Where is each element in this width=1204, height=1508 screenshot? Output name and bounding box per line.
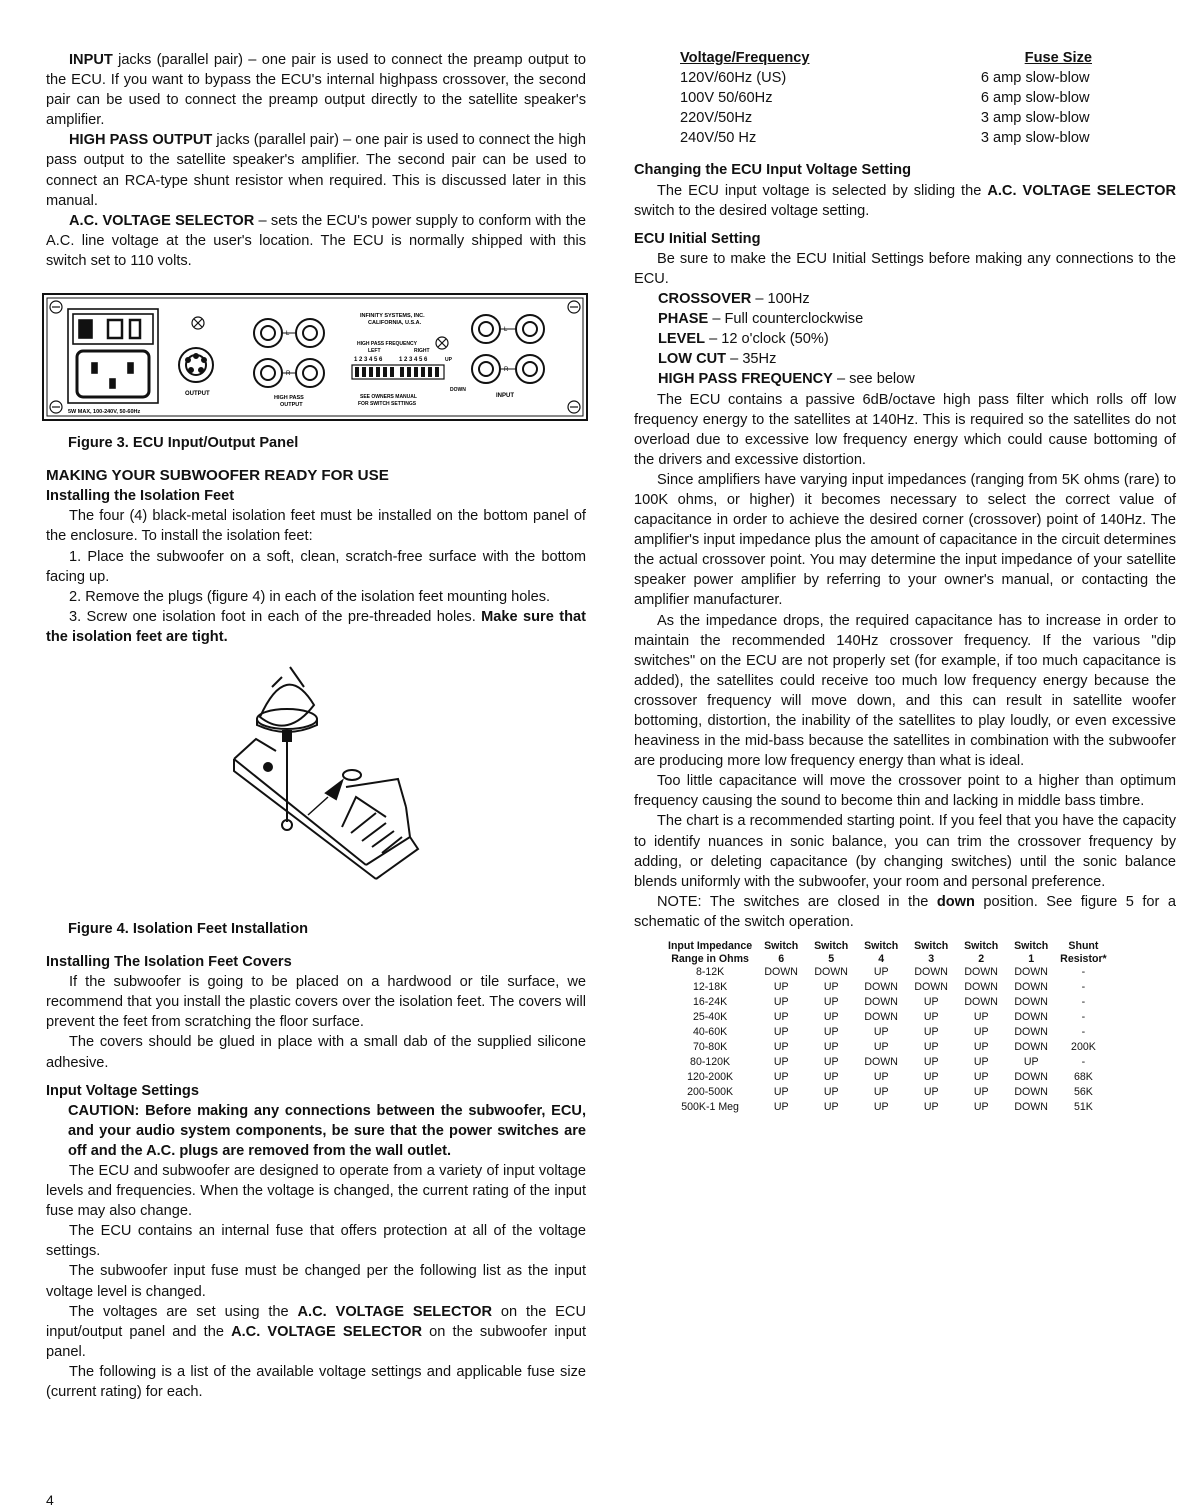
switch-cell: UP — [973, 1056, 989, 1069]
section-title: MAKING YOUR SUBWOOFER READY FOR USE — [46, 467, 389, 485]
switch-cell: UP — [973, 1071, 989, 1084]
setting-label: CROSSOVER — [658, 291, 752, 308]
sw-header: 4 — [878, 952, 885, 965]
switch-cell: DOWN — [1014, 1086, 1048, 1099]
impedance-range-cell: 40-60K — [693, 1026, 728, 1039]
sw-header: Switch — [964, 940, 999, 953]
switch-cell: UP — [773, 1086, 789, 1099]
change-a: The ECU input voltage is selected by sliding the — [657, 182, 988, 199]
switch-cell: UP — [923, 1026, 939, 1039]
fuse-voltage: 120V/60Hz (US) — [680, 70, 787, 87]
switch-cell: DOWN — [1014, 1101, 1048, 1114]
heading-isolation-feet: Installing the Isolation Feet — [46, 488, 235, 505]
voltage-paragraph-3: The subwoofer input fuse must be changed per the following list as the input voltage level is changed. — [46, 1263, 586, 1300]
table-row — [664, 1040, 1111, 1055]
covers-paragraph-2: The covers should be glued in place with a small dab of the supplied silicone adhesive. — [46, 1034, 586, 1071]
switch-cell: DOWN — [864, 996, 898, 1009]
setting-crossover — [634, 289, 1176, 309]
table-row — [664, 965, 1111, 980]
setting-value: – Full counterclockwise — [708, 311, 864, 328]
table-row — [664, 980, 1111, 995]
setting-value: – 12 o'clock (50%) — [705, 331, 829, 348]
switch-cell: UP — [923, 1056, 939, 1069]
paragraph-note — [634, 892, 1176, 932]
covers-paragraph-1: If the subwoofer is going to be placed on a hardwood or tile surface, we recommend that you install the plastic covers over the isolation feet. The covers will prevent the feet from scratching the floor surface. — [46, 974, 586, 1031]
sw-header: Switch — [764, 940, 799, 953]
switch-cell: UP — [923, 1071, 939, 1084]
rating-label: 5W MAX, 100-240V, 50-60Hz — [68, 409, 141, 416]
table-row — [634, 68, 1176, 88]
table-row — [634, 108, 1176, 128]
switch-cell: 51K — [1074, 1101, 1093, 1114]
switch-cell: UP — [773, 1041, 789, 1054]
setting-label: PHASE — [658, 311, 709, 328]
switch-cell: UP — [873, 1071, 889, 1084]
switch-cell: DOWN — [1014, 1026, 1048, 1039]
switch-cell: - — [1081, 1011, 1086, 1024]
switch-cell: UP — [823, 996, 839, 1009]
switch-cell: UP — [773, 1026, 789, 1039]
caution-text: CAUTION: Before making any connections between the subwoofer, ECU, and your audio system components, be sure that the power switches are off and the A.C. plugs are removed from the wall outlet. — [68, 1102, 586, 1159]
change-voltage-paragraph — [634, 181, 1176, 221]
sw-header: Switch — [864, 940, 899, 953]
isolation-step-1: 1. Place the subwoofer on a soft, clean, scratch-free surface with the bottom facing up. — [46, 548, 586, 585]
setting-phase — [634, 309, 1176, 329]
switch-cell: UP — [773, 981, 789, 994]
fuse-voltage: 100V 50/60Hz — [680, 90, 773, 107]
setting-value: – 35Hz — [726, 351, 777, 368]
brand-line-2: CALIFORNIA, U.S.A. — [368, 320, 422, 327]
switch-table-body — [664, 965, 1111, 1115]
switch-cell: 200K — [1071, 1041, 1096, 1054]
switch-cell: UP — [973, 1026, 989, 1039]
setting-label: LEVEL — [658, 331, 706, 348]
vp4-b: A.C. VOLTAGE SELECTOR — [297, 1303, 493, 1320]
heading-change-voltage: Changing the ECU Input Voltage Setting — [634, 162, 911, 179]
switch-cell: UP — [823, 1011, 839, 1024]
voltage-selector-text: – sets the ECU's power supply to conform with the A.C. line voltage at the user's location. The ECU is normally shipped with this switch set to 110 volts. — [46, 212, 586, 269]
switch-cell: DOWN — [1014, 966, 1048, 979]
switch-cell: DOWN — [964, 966, 998, 979]
impedance-range-cell: 500K-1 Meg — [681, 1101, 739, 1114]
figure-3-caption: Figure 3. ECU Input/Output Panel — [68, 435, 299, 452]
left-column — [46, 50, 586, 1402]
see-manual-line-1: SEE OWNERS MANUAL — [360, 394, 417, 401]
switch-cell: UP — [873, 1101, 889, 1114]
sw-header: 1 — [1028, 952, 1035, 965]
hp-left-label: L — [286, 331, 290, 338]
change-c: switch to the desired voltage setting. — [634, 202, 870, 219]
initial-paragraph: Be sure to make the ECU Initial Settings before making any connections to the ECU. — [634, 250, 1176, 287]
hp-output-label-1: HIGH PASS — [274, 395, 304, 402]
switch-cell: UP — [873, 1086, 889, 1099]
switch-cell: DOWN — [1014, 996, 1048, 1009]
vp4-e: on the subwoofer input panel. — [46, 1323, 587, 1360]
switch-cell: DOWN — [1014, 1011, 1048, 1024]
switch-cell: DOWN — [864, 1056, 898, 1069]
isolation-foot-figure — [46, 647, 586, 917]
isolation-step-3-bold: Make sure that the isolation feet are tight. — [46, 608, 586, 645]
brand-line-1: INFINITY SYSTEMS, INC. — [360, 313, 425, 320]
sw-header: Shunt — [1068, 940, 1099, 953]
voltage-selector-paragraph — [46, 211, 586, 271]
table-row — [634, 128, 1176, 148]
switch-cell: DOWN — [964, 981, 998, 994]
term-input: INPUT — [69, 52, 113, 68]
right-column — [634, 50, 1176, 1115]
switch-cell: UP — [823, 1101, 839, 1114]
table-row — [634, 88, 1176, 108]
ecu-panel-figure — [42, 293, 588, 423]
impedance-range-cell: 70-80K — [693, 1041, 728, 1054]
heading-covers: Installing The Isolation Feet Covers — [46, 954, 292, 971]
switch-cell: DOWN — [864, 1011, 898, 1024]
switch-cell: UP — [823, 1041, 839, 1054]
hpf-numbers-left: 1 2 3 4 5 6 — [354, 357, 383, 364]
impedance-range-cell: 80-120K — [690, 1056, 731, 1069]
isolation-intro: The four (4) black-metal isolation feet must be installed on the bottom panel of the enclosure. To install the isolation feet: — [46, 508, 586, 545]
switch-cell: UP — [973, 1086, 989, 1099]
term-voltage-selector: A.C. VOLTAGE SELECTOR — [69, 212, 255, 229]
switch-cell: UP — [873, 1041, 889, 1054]
sw-header: 2 — [978, 952, 985, 965]
switch-cell: UP — [923, 1011, 939, 1024]
in-right-label: R — [504, 367, 509, 374]
voltage-paragraph-5: The following is a list of the available voltage settings and applicable fuse size (current rating) for each. — [46, 1363, 586, 1401]
fuse-size: 6 amp slow-blow — [980, 70, 1090, 87]
setting-value: – 100Hz — [751, 291, 810, 308]
hpf-label: HIGH PASS FREQUENCY — [357, 341, 417, 348]
switch-cell: DOWN — [1014, 1071, 1048, 1084]
switch-cell: UP — [773, 1056, 789, 1069]
switch-cell: 56K — [1074, 1086, 1093, 1099]
switch-cell: UP — [773, 1071, 789, 1084]
switch-cell: UP — [873, 1026, 889, 1039]
input-label: INPUT — [496, 393, 514, 400]
setting-low-cut — [634, 349, 1176, 369]
switch-cell: UP — [923, 1086, 939, 1099]
fuse-size: 3 amp slow-blow — [980, 130, 1090, 147]
switch-cell: 68K — [1074, 1071, 1093, 1084]
switch-cell: DOWN — [864, 981, 898, 994]
switch-cell: DOWN — [914, 981, 948, 994]
switch-cell: UP — [773, 1011, 789, 1024]
impedance-range-cell: 120-200K — [687, 1071, 734, 1084]
switch-cell: UP — [773, 996, 789, 1009]
term-high-pass-output: HIGH PASS OUTPUT — [69, 132, 213, 149]
impedance-range-cell: 8-12K — [695, 966, 725, 979]
sw-header: Input Impedance — [668, 940, 753, 953]
table-row — [664, 1070, 1111, 1085]
vp4-d: A.C. VOLTAGE SELECTOR — [231, 1323, 423, 1340]
switch-cell: DOWN — [764, 966, 798, 979]
page-number: 4 — [46, 1492, 54, 1508]
input-jacks-paragraph — [46, 50, 586, 130]
sw-header: Resistor* — [1060, 952, 1107, 965]
switch-cell: - — [1081, 1056, 1086, 1069]
switch-cell: UP — [773, 1101, 789, 1114]
fuse-header-size: Fuse Size — [1024, 50, 1092, 66]
heading-input-voltage: Input Voltage Settings — [46, 1082, 199, 1099]
hpf-right-label: RIGHT — [414, 348, 430, 355]
note-b: down — [936, 893, 975, 910]
table-row — [664, 1025, 1111, 1040]
high-pass-output-paragraph — [46, 130, 586, 210]
fuse-voltage: 240V/50 Hz — [680, 130, 757, 147]
sw-header: 5 — [828, 952, 835, 965]
hp-output-label-2: OUTPUT — [280, 402, 303, 409]
switch-cell: UP — [823, 981, 839, 994]
vp4-a: The voltages are set using the — [69, 1303, 298, 1320]
switch-cell: DOWN — [964, 996, 998, 1009]
paragraph-capacitance: As the impedance drops, the required capacitance has to increase in order to maintain the recommended 140Hz crossover frequency. If the various "dip switches" on the ECU are not properly set (for example, if too much capacitance is added), the satellites could receive too much low frequency energy because the crossover frequency will move down, and this can result in satellite woofer bottoming, distortion, the inability of the satellites to play loudly, or even excessive heaviness in the mid-bass because the satellites in combination with the subwoofer are producing more low frequency energy than what is ideal. — [634, 612, 1176, 770]
switch-cell: DOWN — [1014, 1041, 1048, 1054]
switch-cell: UP — [823, 1056, 839, 1069]
input-jacks-text: jacks (parallel pair) – one pair is used to connect the preamp output to the ECU. If you want to bypass the ECU's internal highpass crossover, the second pair can be used to connect the preamp output directly to the satellite speaker's amplifier. — [46, 52, 586, 129]
switch-cell: UP — [973, 1011, 989, 1024]
switch-cell: UP — [823, 1026, 839, 1039]
sw-header: Switch — [1014, 940, 1049, 953]
switch-cell: UP — [823, 1086, 839, 1099]
heading-initial-setting: ECU Initial Setting — [634, 230, 761, 247]
switch-table — [664, 940, 1111, 1115]
paragraph-filter: The ECU contains a passive 6dB/octave high pass filter which rolls off low frequency energy to the satellites at 140Hz. This is required so the satellites do not overload due to excessive low frequency energy which could cause bottoming of the drivers and excessive distortion. — [634, 391, 1176, 468]
sw-header: 6 — [778, 952, 785, 965]
hpf-numbers-right: 1 2 3 4 5 6 — [399, 357, 428, 364]
switch-cell: DOWN — [1014, 981, 1048, 994]
setting-label: HIGH PASS FREQUENCY — [658, 371, 833, 388]
hpf-left-label: LEFT — [368, 348, 381, 355]
table-row — [664, 1085, 1111, 1100]
fuse-header-voltage: Voltage/Frequency — [680, 50, 810, 66]
setting-high-pass-frequency — [634, 369, 1176, 389]
fuse-table — [634, 48, 1176, 148]
isolation-step-2: 2. Remove the plugs (figure 4) in each of the isolation feet mounting holes. — [69, 588, 551, 605]
up-label: UP — [445, 357, 452, 364]
paragraph-too-little: Too little capacitance will move the crossover point to a higher than optimum frequency causing the sound to become thin and lacking in middle bass timbre. — [634, 773, 1176, 810]
sw-header: 3 — [928, 952, 935, 965]
paragraph-impedance: Since amplifiers have varying input impedances (ranging from 5K ohms (rare) to 100K ohms, or higher) it becomes necessary to select the correct value of capacitance in order to achieve the desired corner (crossover) point of 140Hz. The amplifier's input impedance plus the amount of capacitance in the circuit determines the actual crossover point. You may determine the input impedance of your satellite speaker power amplifier by referring to your owner's manual, or contacting the amplifier manufacturer. — [634, 471, 1176, 609]
high-pass-output-text: jacks (parallel pair) – one pair is used to connect the high pass output to the satellite speaker's amplifier. The second pair can be used to connect an RCA-type shunt resistor when required. This is discussed later in this manual. — [46, 132, 586, 209]
switch-cell: UP — [823, 1071, 839, 1084]
switch-cell: DOWN — [814, 966, 848, 979]
switch-cell: - — [1081, 981, 1086, 994]
isolation-step-3 — [46, 607, 586, 647]
sw-header: Range in Ohms — [671, 952, 749, 965]
table-row — [664, 1010, 1111, 1025]
impedance-range-cell: 25-40K — [693, 1011, 728, 1024]
fuse-voltage: 220V/50Hz — [680, 110, 753, 127]
paragraph-chart: The chart is a recommended starting point. If you feel that you have the capacity to identify nuances in sonic balance, you can trim the crossover frequency by adding, or deleting capacitance (by changing switches) until the sonic balance blends uniformly with the subwoofer, your room and personal preference. — [634, 813, 1176, 890]
note-c: position. See figure 5 for a schematic of the switch operation. — [634, 893, 1176, 930]
setting-value: – see below — [832, 371, 915, 388]
fuse-size: 6 amp slow-blow — [980, 90, 1090, 107]
figure-4-caption: Figure 4. Isolation Feet Installation — [68, 920, 309, 937]
table-row — [664, 1055, 1111, 1070]
switch-cell: UP — [1023, 1056, 1039, 1069]
voltage-paragraph-2: The ECU contains an internal fuse that offers protection at all of the voltage settings. — [46, 1223, 586, 1260]
down-label: DOWN — [450, 387, 466, 394]
sw-header: Switch — [914, 940, 949, 953]
table-row — [664, 1100, 1111, 1115]
in-left-label: L — [504, 327, 508, 334]
note-a: NOTE: The switches are closed in the — [657, 893, 937, 910]
fuse-size: 3 amp slow-blow — [980, 110, 1090, 127]
switch-cell: UP — [923, 996, 939, 1009]
impedance-range-cell: 16-24K — [693, 996, 728, 1009]
switch-cell: UP — [873, 966, 889, 979]
switch-cell: UP — [923, 1041, 939, 1054]
output-label: OUTPUT — [185, 391, 210, 398]
switch-cell: UP — [923, 1101, 939, 1114]
voltage-paragraph-4 — [46, 1302, 586, 1362]
hp-right-label: R — [286, 371, 291, 378]
isolation-step-3-text: 3. Screw one isolation foot in each of the pre-threaded holes. — [69, 608, 482, 625]
impedance-range-cell: 12-18K — [693, 981, 728, 994]
vp4-c: on the ECU input/output panel and the — [46, 1303, 586, 1340]
impedance-range-cell: 200-500K — [687, 1086, 734, 1099]
voltage-paragraph-1: The ECU and subwoofer are designed to operate from a variety of input voltage levels and frequencies. When the voltage is changed, the current rating of the input fuse may also change. — [46, 1163, 586, 1220]
see-manual-line-2: FOR SWITCH SETTINGS — [358, 401, 417, 408]
setting-label: LOW CUT — [658, 351, 727, 368]
switch-cell: - — [1081, 1026, 1086, 1039]
sw-header: Switch — [814, 940, 849, 953]
switch-cell: - — [1081, 996, 1086, 1009]
switch-cell: UP — [973, 1041, 989, 1054]
setting-level — [634, 329, 1176, 349]
table-row — [664, 995, 1111, 1010]
switch-cell: - — [1081, 966, 1086, 979]
change-b: A.C. VOLTAGE SELECTOR — [987, 182, 1176, 199]
switch-cell: DOWN — [914, 966, 948, 979]
switch-cell: UP — [973, 1101, 989, 1114]
